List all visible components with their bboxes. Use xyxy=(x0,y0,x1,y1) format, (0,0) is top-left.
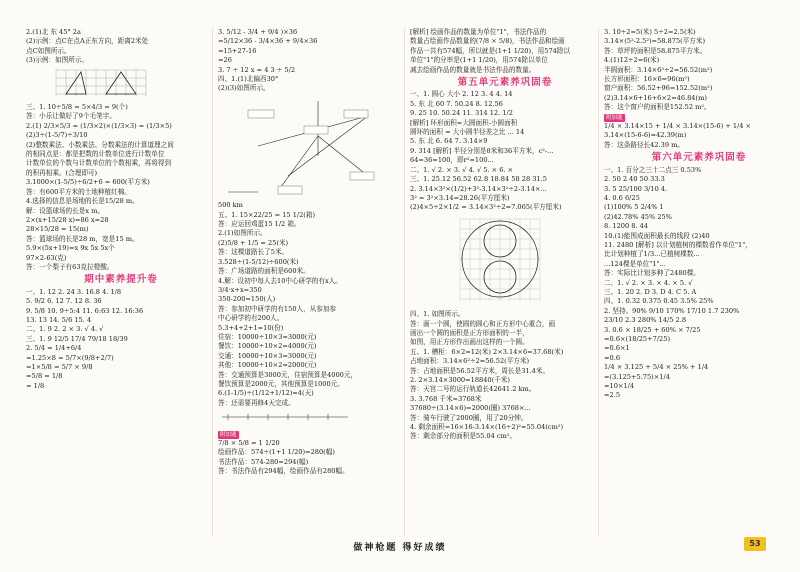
answer-line: 3. 5 25/100 3/10 4. xyxy=(604,184,668,193)
answer-line: 四、1. 如图所示。 xyxy=(410,310,465,319)
section-title-unit-6: 第六单元素养巩固卷 xyxy=(651,152,747,164)
answer-line: 答：参加初中研学的有150人，从参加参 xyxy=(218,304,337,313)
answer-line: =0.6×1 xyxy=(604,344,630,353)
answer-line: 长方形面积：16×6=96(m²) xyxy=(604,75,690,84)
answer-line: 交通：10000÷10×3=3000(元) xyxy=(218,351,317,360)
answer-line: 5.3+4+2+1=10(份) xyxy=(218,323,284,332)
answer-line: 3.14×(15-6-6)=42.39(m) xyxy=(604,131,687,140)
answer-line: =5/8 = 1/8 xyxy=(26,372,63,381)
column-4-answers xyxy=(604,28,794,113)
answer-line: 三、1. 9 12/5 17/4 79/18 18/39 xyxy=(26,334,128,343)
answer-line: 1/4 × 3.14×15 + 1/4 × 3.14×(15-6) + 1/4 × xyxy=(604,122,752,131)
answer-line: 4. 剩余面积=16×16-3.14×(16÷2)²=55.04(cm²) xyxy=(410,423,564,431)
answer-line: 答：还需要再修4天完成。 xyxy=(218,398,295,407)
answer-line: 3.528÷(1-5/12)÷600(米) xyxy=(218,257,299,266)
answer-line: 4.(1)12÷2=6(米) xyxy=(604,56,660,65)
answer-line: (2)5/8 + 1/5 = 25(米) xyxy=(218,238,289,247)
answer-line: 37680÷(3.14×6)=2000(圈) 3768×... xyxy=(410,404,531,413)
answer-line: 3.14×(5²-2.5²)=58.875(平方米) xyxy=(604,37,706,46)
column-1 xyxy=(26,28,216,536)
section-title-midterm: 期中素养提升卷 xyxy=(84,274,158,286)
answer-line: 答：小乐让做好了9个毛笔字。 xyxy=(26,112,116,121)
answer-line: 解：设篮球场的长是x m。 xyxy=(26,206,105,215)
answer-line: (2)3.14×6+16+6×2=46.84(m) xyxy=(604,93,707,102)
answer-line: 答：骑车行驶了2000圈，用了20分钟。 xyxy=(410,413,528,422)
answer-line: 2.(1) 2/3×5/3 = (1/3×2)×(1/3×3) = (1/3×5) xyxy=(26,121,172,130)
answer-line: 圆环的面积 = 大小圆半径差之比 ... 14 xyxy=(410,128,525,137)
answer-line: =1.25×8 = 5/7×(9/8+2/7) xyxy=(26,353,114,362)
triangle-grid-figure xyxy=(26,68,216,101)
answer-line: 2×(x+15/28 x)=86 x=28 xyxy=(26,215,109,224)
answer-line: 答：交通预算是3000元，住宿预算是4000元， xyxy=(218,370,358,379)
answer-line: 四、1.(1)北偏西30° xyxy=(218,75,279,84)
answer-line: 一、1. 圆心 大小 2. 12 3. 4 4. 14 xyxy=(410,90,513,99)
column-3-more-answers xyxy=(410,310,600,442)
answer-line: 4.选择的信息是场地的长是15/28 m。 xyxy=(26,197,139,206)
answer-line: =0.6×(18/25+7/25) xyxy=(604,335,671,343)
answer-line: 其他：10000÷10×2=2000(元) xyxy=(218,361,317,370)
answer-line: 2. 5/4 = 1/4+6/4 xyxy=(26,344,82,353)
answer-line: 答：这条路径长42.39 m。 xyxy=(604,140,684,149)
page-number: 53 xyxy=(744,537,766,551)
column-3-analysis xyxy=(410,28,600,75)
answer-line: 五、1. 槽柜：6×2=12(米) 2×3.14×6=37.68(米) xyxy=(410,347,564,356)
answer-line: 4.解：设初中每人去10中心研学的有x人。 xyxy=(218,276,342,285)
answer-line: 答：草坪的面积是58.875平方米。 xyxy=(604,46,707,55)
answer-line: 画出一个圆的面积是正方形面积的一半， xyxy=(410,328,529,337)
answer-line: 比计划种植了1/3...已植树棵数... xyxy=(604,250,700,259)
answer-line: 3. 10÷2=5(米) 5÷2=2.5(米) xyxy=(604,28,696,36)
answer-line: 64=36=100，即r²=100... xyxy=(410,156,494,165)
answer-line: =10×1/4 xyxy=(604,382,635,391)
answer-line: 绘画作品：574÷(1+1 1/20)=280(幅) xyxy=(218,448,335,457)
answer-line: 答：占地面积是56.52平方米，周长是31.4米。 xyxy=(410,366,550,375)
answer-line: 5.9×(5x+19)=x 9x 5x 5x个 xyxy=(26,244,115,253)
column-4-unit-6-answers xyxy=(604,166,794,401)
answer-line: 窗户面积：56.52+96=152.52(m²) xyxy=(604,84,713,93)
answer-line: 3. 5/12 - 3/4 + 9/4 )×36 xyxy=(218,28,298,36)
answer-line: 7/8 × 5/8 = 1 1/20 xyxy=(218,439,280,447)
answer-line: 答：剩余部分的面积是55.04 cm²。 xyxy=(410,432,517,441)
answer-line: 餐饮预算是2000元，其他预算是1000元。 xyxy=(218,379,344,388)
direction-map-figure xyxy=(218,96,408,199)
column-1-answers xyxy=(26,28,216,66)
answer-line: 6.(1-1/5)÷(1/12+1/12)=4(天) xyxy=(218,389,314,398)
answer-line: 2. 2×3.14×3000=18840(千米) xyxy=(410,375,510,384)
answer-line: 3. 0.6 × 18/25 + 60% × 7/25 xyxy=(604,325,701,334)
answer-line: 500 km xyxy=(218,201,243,210)
answer-line: 三、1. 25.12 56.52 62.8 18.84 58 28 31.5 xyxy=(410,175,547,184)
answer-line: (2)(3)如图所示。 xyxy=(218,84,270,93)
answer-line: 5. 9/2 6. 12 7. 12 8. 36 xyxy=(26,297,102,306)
answer-line: (2)示例：点C在点A正东方向，距离2米处 xyxy=(26,37,149,46)
footer-slogan: 做神枪题 得好成绩 xyxy=(353,543,447,553)
answer-line: 23/10 2.3 280% 14/5 2.8 xyxy=(604,316,687,325)
answer-line: 3.1000×(1-5/5)÷6/2+6 = 600(平方米) xyxy=(26,178,150,187)
answer-line: 作品一共有574幅，所以就是(1+1 1/20)，用574除以 xyxy=(410,46,571,55)
column-1-more-answers xyxy=(26,103,216,272)
answer-line: 单位"1"的分率是(1+1 1/20)，用574除以单位 xyxy=(410,56,548,65)
column-divider xyxy=(212,28,213,536)
answer-line: 9. 25 10. 50.24 11. 314 12. 1/2 xyxy=(410,109,513,118)
answer-line: 餐饮：10000÷10×2=4000(元) xyxy=(218,342,317,351)
answer-line: 3. 7 ÷ 12 x = 4 3 ÷ 5/2 xyxy=(218,65,296,74)
answer-line: = 1/8 xyxy=(26,381,45,390)
column-2 xyxy=(218,28,408,536)
answer-line: 减去绘画作品的数量就是书法作品的数量。 xyxy=(410,65,536,74)
answer-line: 答：一个梨子有63克拉橙酸。 xyxy=(26,262,114,271)
answer-line: 的相同点是：都是把数的计数单位进行计数单位 xyxy=(26,150,165,159)
column-divider xyxy=(598,28,599,536)
answer-line: (2)42.78% 45% 25% xyxy=(604,212,672,221)
answer-line: 五、1. 15×22/25 = 15 1/2(箱) xyxy=(218,210,316,219)
answer-line: =0.6 xyxy=(604,353,621,362)
answer-line: 一、1. 12 2. 24 3. 16.8 4. 1/8 xyxy=(26,287,122,296)
answer-line: 书法作品：574-280=294(幅) xyxy=(218,457,309,466)
answer-line: ...124棵是单位"1"... xyxy=(604,259,666,268)
appendix-label: 附加题 xyxy=(606,114,623,121)
answer-line: (3)示例：如图所示。 xyxy=(26,56,89,65)
answer-line: 答：有600平方米的土地种植红棉。 xyxy=(26,187,131,196)
answer-line: 点C如图所示。 xyxy=(26,46,71,55)
column-2-appendix-answers xyxy=(218,439,408,477)
column-1-midterm-answers xyxy=(26,288,216,391)
answer-line: [解析] 环形面积=大圆面积-小圆面积 xyxy=(410,118,518,127)
answer-line: 二、1. √ 2. × 3. √ 4. √ 5. × 6. × xyxy=(410,165,514,174)
answer-line: 13. 13 14. 5/6 15. 4 xyxy=(26,315,92,324)
answer-line: =1×5/8 = 5/7 × 9/8 xyxy=(26,363,93,371)
answer-line: 一、1. 百分之三十二点三 0.53% xyxy=(604,165,702,174)
answer-line: 答：篮球场的长是28 m，宽是15 m。 xyxy=(26,234,139,243)
answer-line: 4. 0.6 6/25 xyxy=(604,193,640,202)
answer-line: 答：这个窗户的面积是152.52 m²。 xyxy=(604,103,711,112)
answer-line: 2. 坚持。90% 9/10 170% 17/10 1.7 230% xyxy=(604,306,740,315)
answer-line: =2.5 xyxy=(604,391,621,400)
answer-line: (1)100% 5 2/4% 1 xyxy=(604,203,664,212)
answer-line: 住宿：10000÷10×3=3000(元) xyxy=(218,332,317,341)
answer-line: 1/4 × 3.125 + 5/4 × 25% + 1/4 xyxy=(604,363,709,372)
column-2-answers-middle xyxy=(218,201,408,408)
answer-line: 5. 东 北 60 7. 50.24 8. 12.56 xyxy=(410,99,503,108)
column-4-appendix-answers xyxy=(604,122,794,150)
number-line-figure xyxy=(218,410,408,427)
answer-line: 答：这棵道路长了5米。 xyxy=(218,248,289,257)
answer-line: 2.(1)北 东 45° 2a xyxy=(26,28,81,36)
answer-line: 的积再相乘。(合理即可) xyxy=(26,168,98,177)
answer-line: 数量占绘画作品数量的(7/8 × 5/8)，书法作品和绘画 xyxy=(410,37,565,46)
answer-line: 9. 5/8 10. 9÷5:4 11. 6:63 12. 16:36 xyxy=(26,306,144,315)
answer-line: 2. 3.14×3²×(1/2)+3²-3.14×3²÷2-3.14×... xyxy=(410,184,547,193)
answer-line: (2)整数乘法、小数乘法、分数乘法的计算道理之间 xyxy=(26,140,174,149)
answer-line: 3. 3.768 千米=3768米 xyxy=(410,394,482,403)
answer-line: 如图，用正方形作出画出这样的一个圆。 xyxy=(410,338,529,347)
answer-line: 占地面积：3.14×6²÷2=56.52(平方米) xyxy=(410,357,530,366)
answer-line: =26 xyxy=(218,56,232,65)
answer-line: 二、1. √ 2. × 3. × 4. × 5. √ xyxy=(604,278,693,287)
answer-line: 8. 1200 8. 44 xyxy=(604,222,649,231)
answer-line: 四、1. 0.32 0.375 0.45 3.5% 25% xyxy=(604,297,714,306)
answer-line: 350-200=150(人) xyxy=(218,295,276,304)
answer-line: 答：广场道路的面积是600米。 xyxy=(218,267,310,276)
appendix-label: 附加题 xyxy=(220,431,237,438)
answer-line: 计数单位的个数与计数单位的个数相乘，再将得到 xyxy=(26,159,172,168)
answer-line: 二、1. 9 2. 2 × 3. √ 4. √ xyxy=(26,325,104,334)
answer-line: =15+27-16 xyxy=(218,46,257,55)
answer-line: 3² = 3²×3.14=28.26(平方厘米) xyxy=(410,193,510,202)
column-2-answers-top xyxy=(218,28,408,94)
column-3-unit-5-answers xyxy=(410,90,600,212)
answer-line: (2)4×5÷2×1/2 = 3.14×3²÷2=7.065(平方厘米) xyxy=(410,203,562,212)
answer-line: 10.(1)能围成面积最长的线段 (2)40 xyxy=(604,231,710,240)
answer-line: =5/12×36 - 3/4×36 + 9/4×36 xyxy=(218,37,318,46)
answer-line: 5. 东 北 6. 64 7. 3.14×9 xyxy=(410,137,488,146)
answer-line: 三、1. 20 2. D 3. D 4. C 5. A xyxy=(604,287,697,296)
answer-line: 答：实际比计划多种了2480棵。 xyxy=(604,269,700,278)
answer-line: 答：画一个圆，使圆的圆心和正方形中心重合，画 xyxy=(410,319,556,328)
column-divider xyxy=(404,28,405,536)
answer-line: 2.(1)如图所示。 xyxy=(218,229,267,238)
answer-line: 28×15/28 = 15(m) xyxy=(26,225,89,234)
answer-line: 半圆面积：3.14×6²÷2=56.52(m²) xyxy=(604,65,713,74)
answer-line: 答：应运回鸡蛋15 1/2 箱。 xyxy=(218,220,301,229)
answer-line: (2)3÷(1-5/7)÷3/10 xyxy=(26,131,88,140)
answer-line: 11. 2480 [解析] 以计划植树的棵数看作单位"1"， xyxy=(604,240,752,249)
answer-line: 2. 50 2 40 50 33.3 xyxy=(604,175,665,184)
answer-line: 答：书法作品有294幅，绘画作品有280幅。 xyxy=(218,467,349,476)
answer-line: 中心研学的有200人。 xyxy=(218,314,284,323)
circles-grid-figure xyxy=(410,215,600,308)
answer-line: 答：天宫二号的运行轨道长42641.2 km。 xyxy=(410,385,536,394)
answer-line: [解析] 绘画作品的数量为单位"1"，书法作品的 xyxy=(410,28,547,36)
answer-line: 三、1. 10÷5/8 = 5×4/3 = 9(个) xyxy=(26,103,128,112)
answer-line: 97×2-63(克) xyxy=(26,253,67,262)
answer-line: 3/4·x+x=350 xyxy=(218,285,262,294)
column-4 xyxy=(604,28,794,536)
answer-line: =(3.125+5.75)×1/4 xyxy=(604,372,670,381)
section-title-unit-5: 第五单元素养巩固卷 xyxy=(457,77,553,89)
answer-line: 9. 314 [解析] 半径分别是8米和36平方米，c²-... xyxy=(410,146,554,155)
column-3 xyxy=(410,28,600,536)
